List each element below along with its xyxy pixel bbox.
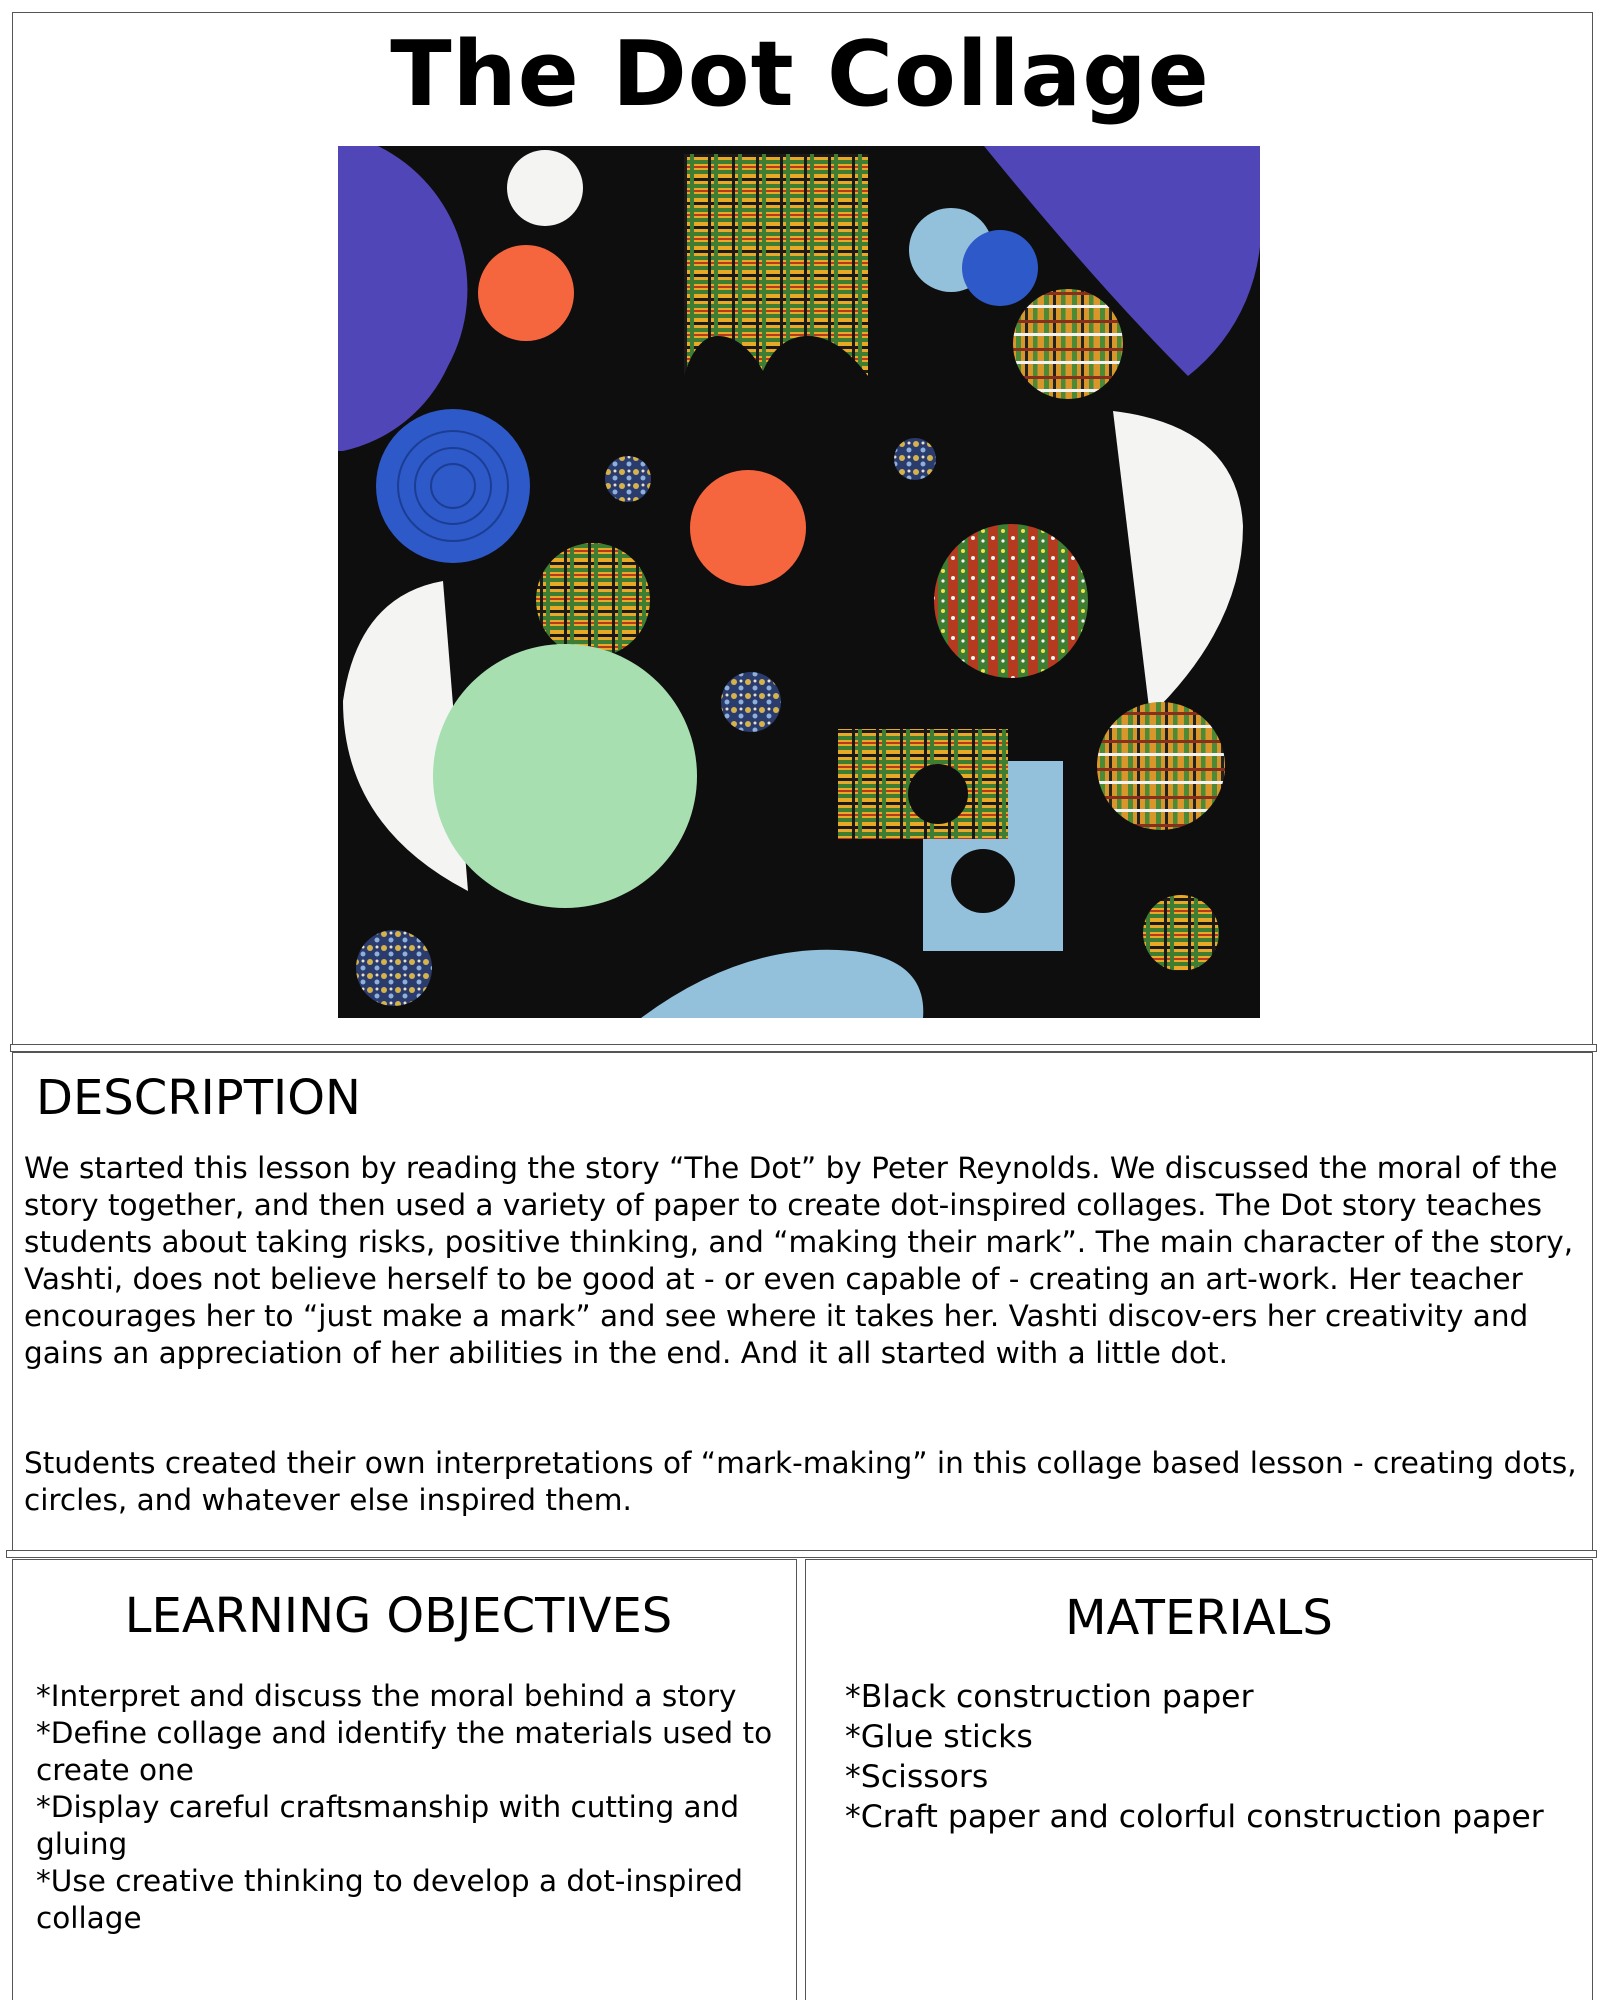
collage-artwork-image [338, 146, 1260, 1018]
list-item: *Black construction paper [845, 1679, 1254, 1715]
section-divider [10, 1044, 1597, 1052]
description-paragraph: We started this lesson by reading the story “The Dot” by Peter Reynolds. We discussed the moral of the story together, and then used a variety of paper to create dot-inspired collages. The Dot story teaches students about taking risks, positive thinking, and “making their mark”. The main character of the story, Vashti, does not believe herself to be good at - or even capable of - creating an art-work. Her teacher encourages her to “just make a mark” and see where it takes her. Vashti discov-ers her creativity and gains an appreciation of her abilities in the end. And it all started with a little dot. [24, 1151, 1574, 1370]
page-title: The Dot Collage [390, 22, 1210, 127]
learning-objectives-list [36, 1678, 786, 1937]
materials-heading: MATERIALS [1065, 1590, 1333, 1646]
list-item: *Craft paper and colorful construction paper [845, 1799, 1544, 1835]
description-paragraph: Students created their own interpretations of “mark-making” in this collage based lesson - creating dots, circles, and whatever else inspired them. [24, 1446, 1577, 1517]
materials-list [845, 1677, 1565, 1837]
list-item: *Scissors [845, 1759, 989, 1795]
list-item: *Display careful craftsmanship with cutting and gluing [36, 1790, 740, 1861]
list-item: *Use creative thinking to develop a dot-inspired collage [36, 1864, 743, 1935]
section-divider [6, 1550, 1597, 1558]
learning-objectives-heading: LEARNING OBJECTIVES [124, 1588, 673, 1644]
list-item: *Define collage and identify the materials used to create one [36, 1716, 773, 1787]
list-item: *Interpret and discuss the moral behind a story [36, 1679, 737, 1713]
list-item: *Glue sticks [845, 1719, 1033, 1755]
description-heading: DESCRIPTION [36, 1070, 361, 1126]
